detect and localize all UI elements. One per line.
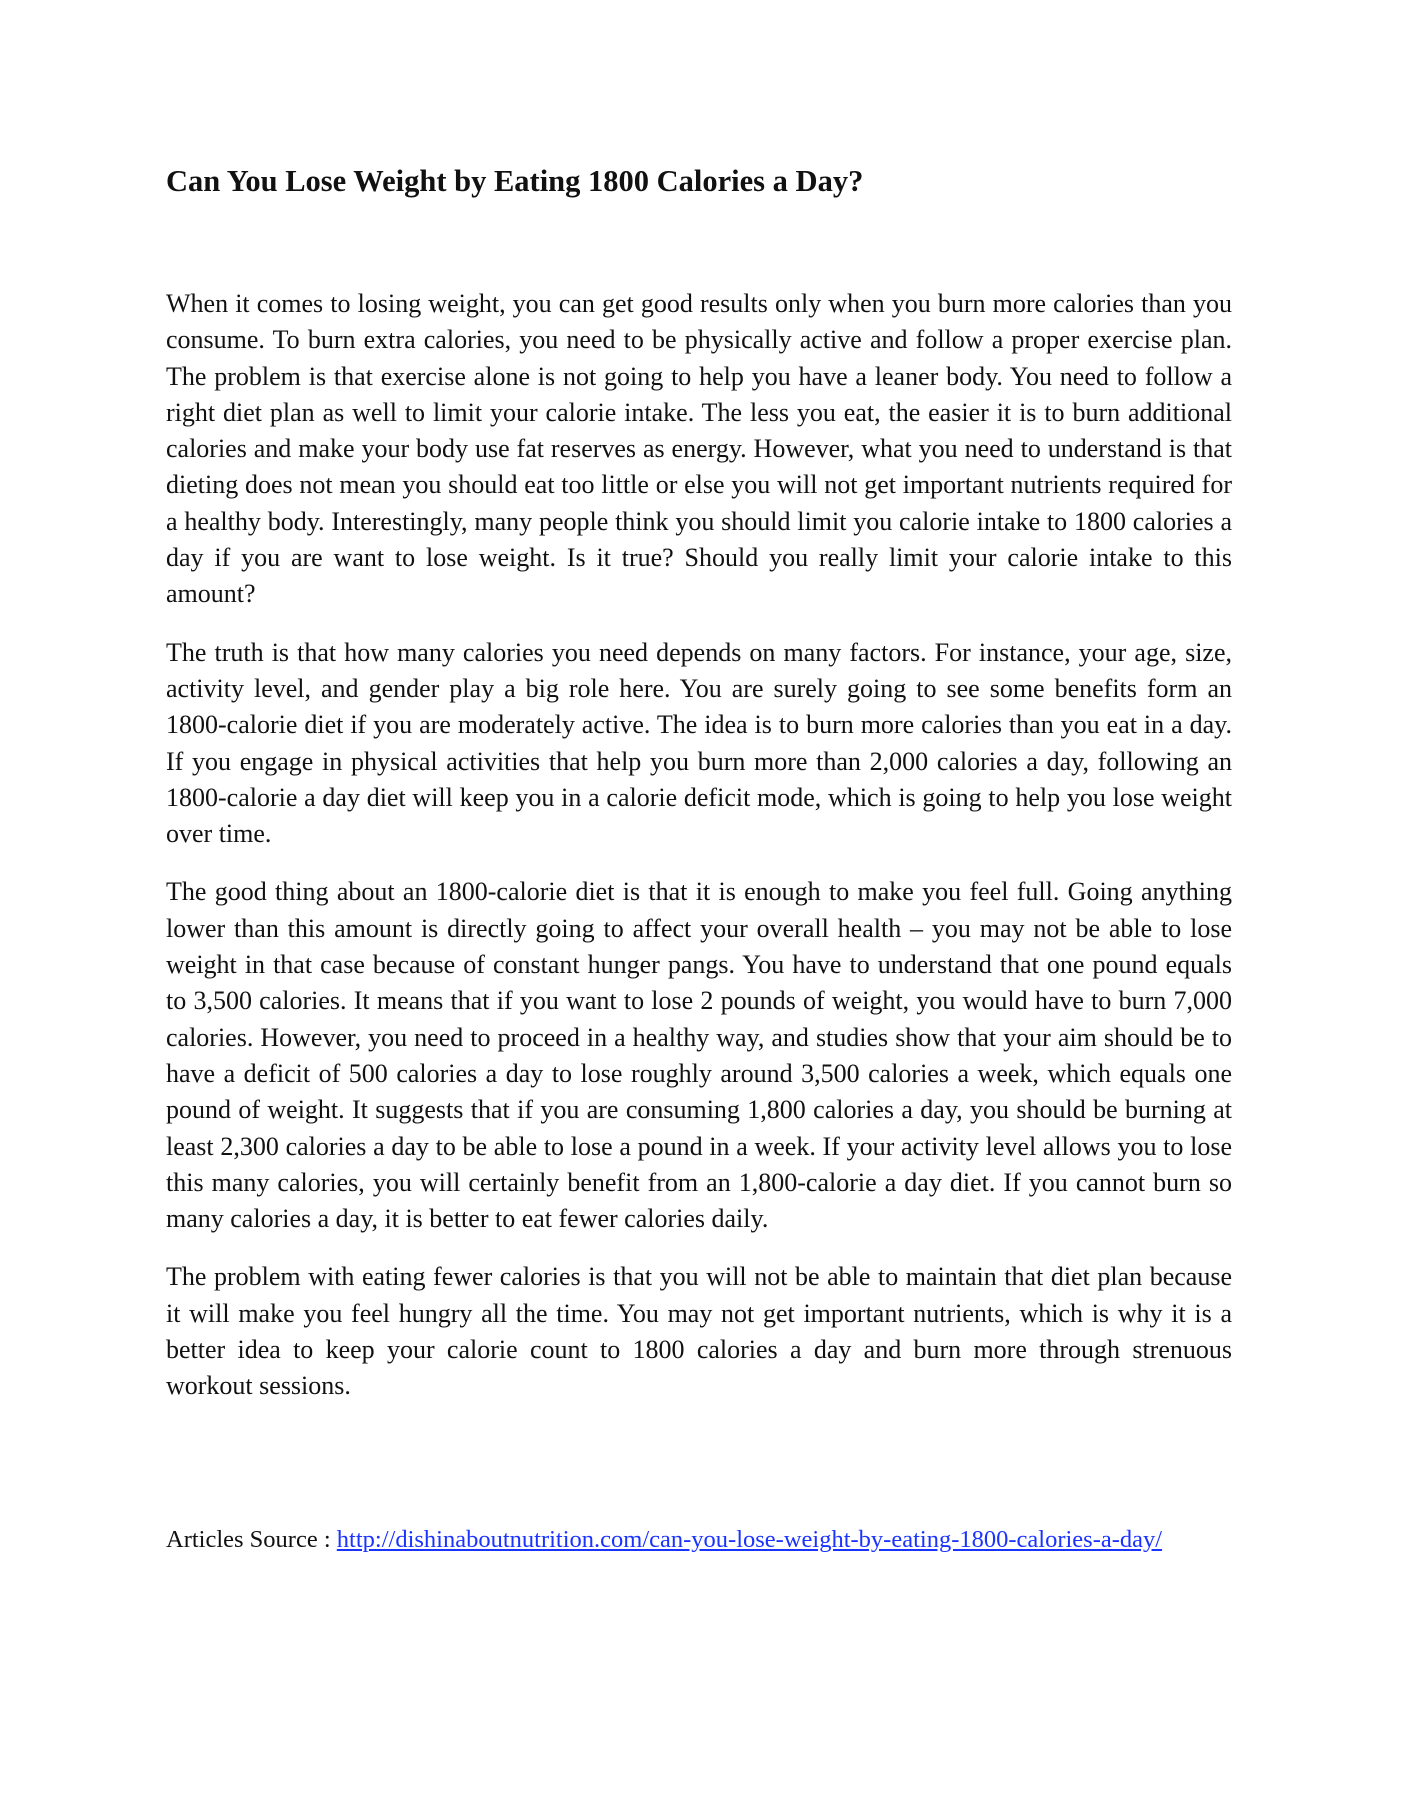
source-link[interactable]: http://dishinaboutnutrition.com/can-you-lose-weight-by-eating-1800-calories-a-day/ [336, 1526, 1163, 1553]
paragraph-2: The truth is that how many calories you need depends on many factors. For instance, your age, size, activity level, and gender play a big role here. You are surely going to see some benefits form an 1800-calorie diet if you are moderately active. The idea is to burn more calories than you eat in a day. If you engage in physical activities that help you burn more than 2,000 calories a day, following an 1800-calorie a day diet will keep you in a calorie deficit mode, which is going to help you lose weight over time. [166, 637, 1232, 849]
article-source [166, 1522, 1162, 1558]
article-body [166, 286, 1232, 1427]
paragraph-4: The problem with eating fewer calories is that you will not be able to maintain that diet plan because it will make you feel hungry all the time. You may not get important nutrients, which is why it is a better idea to keep your calorie count to 1800 calories a day and burn more through strenuous workout sessions. [166, 1262, 1232, 1401]
paragraph-1: When it comes to losing weight, you can get good results only when you burn more calories than you consume. To burn extra calories, you need to be physically active and follow a proper exercise plan. The problem is that exercise alone is not going to help you have a leaner body. You need to follow a right diet plan as well to limit your calorie intake. The less you eat, the easier it is to burn additional calories and make your body use fat reserves as energy. However, what you need to understand is that dieting does not mean you should eat too little or else you will not get important nutrients required for a healthy body. Interestingly, many people think you should limit you calorie intake to 1800 calories a day if you are want to lose weight. Is it true? Should you really limit your calorie intake to this amount? [166, 289, 1232, 609]
paragraph-3: The good thing about an 1800-calorie diet is that it is enough to make you feel full. Going anything lower than this amount is directly going to affect your overall health – you may not be able to lose weight in that case because of constant hunger pangs. You have to understand that one pound equals to 3,500 calories. It means that if you want to lose 2 pounds of weight, you would have to burn 7,000 calories. However, you need to proceed in a healthy way, and studies show that your aim should be to have a deficit of 500 calories a day to lose roughly around 3,500 calories a week, which equals one pound of weight. It suggests that if you are consuming 1,800 calories a day, you should be burning at least 2,300 calories a day to be able to lose a pound in a week. If your activity level allows you to lose this many calories, you will certainly benefit from an 1,800-calorie a day diet. If you cannot burn so many calories a day, it is better to eat fewer calories daily. [166, 877, 1232, 1234]
source-label: Articles Source : [166, 1526, 331, 1553]
document-title: Can You Lose Weight by Eating 1800 Calories a Day? [166, 164, 864, 198]
